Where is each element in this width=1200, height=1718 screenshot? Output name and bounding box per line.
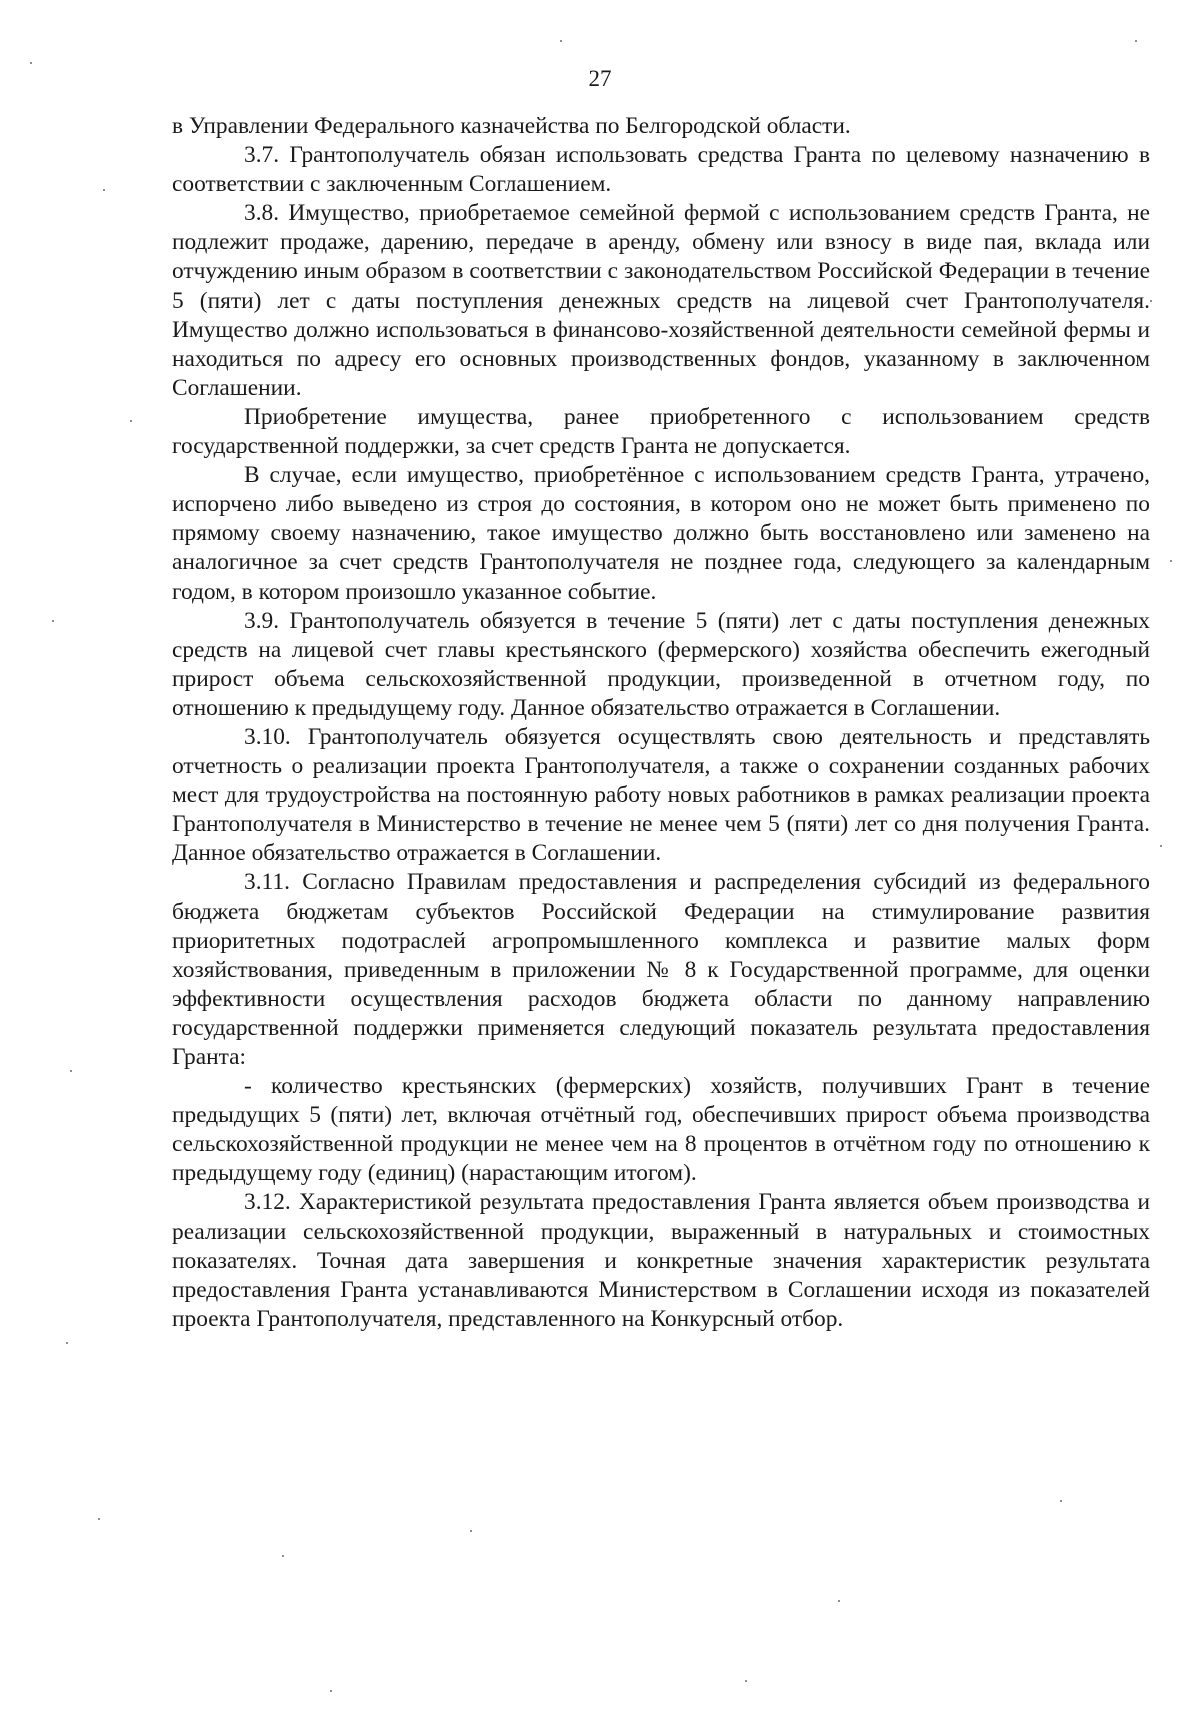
- paragraph-3-10: 3.10. Грантополучатель обязуется осуществлять свою деятельность и представлять отчетность о реализации проекта Грантополучателя, а также о сохранении созданных рабочих мест для трудоустройства на постоянную работу новых работников в рамках реализации проекта Грантополучателя в Министерство в течение не менее чем 5 (пяти) лет со дня получения Гранта. Данное обязательство отражается в Соглашении.: [172, 723, 1150, 867]
- scan-speck: [1150, 300, 1152, 302]
- paragraph-continuation: в Управлении Федерального казначейства по Белгородской области.: [172, 113, 851, 139]
- scan-speck: [52, 620, 54, 622]
- scan-speck: [560, 40, 562, 42]
- paragraph-acquisition: Приобретение имущества, ранее приобретенного с использованием средств государственной поддержки, за счет средств Гранта не допускается.: [172, 403, 1150, 460]
- document-body: [172, 112, 1150, 1334]
- scan-speck: [838, 1600, 840, 1602]
- scan-speck: [1060, 1500, 1062, 1502]
- paragraph-3-9: 3.9. Грантополучатель обязуется в течение 5 (пяти) лет с даты поступления денежных средств на лицевой счет главы крестьянского (фермерского) хозяйства обеспечить ежегодный прирост объема сельскохозяйственной продукции, произведенной в отчетном году, по отношению к предыдущему году. Данное обязательство отражается в Соглашении.: [172, 607, 1150, 721]
- scan-speck: [103, 189, 105, 191]
- scan-speck: [1160, 845, 1162, 847]
- paragraph-3-12: 3.12. Характеристикой результата предоставления Гранта является объем производства и реализации сельскохозяйственной продукции, выраженный в натуральных и стоимостных показателях. Точная дата завершения и конкретные значения характеристик результата предоставления Гранта устанавливаются Министерством в Соглашении исходя из показателей проекта Грантополучателя, представленного на Конкурсный отбор.: [172, 1189, 1150, 1332]
- paragraph-3-8: 3.8. Имущество, приобретаемое семейной фермой с использованием средств Гранта, не подлежит продаже, дарению, передаче в аренду, обмену или взносу в виде пая, вклада или отчуждению иным образом в соответствии с законодательством Российской Федерации в течение 5 (пяти) лет с даты поступления денежных средств на лицевой счет Грантополучателя. Имущество должно использоваться в финансово-хозяйственной деятельности семейной фермы и находиться по адресу его основных производственных фондов, указанному в заключенном Соглашении.: [172, 200, 1150, 401]
- scan-speck: [130, 420, 132, 422]
- paragraph-property-loss: В случае, если имущество, приобретённое с использованием средств Гранта, утрачено, испорчено либо выведено из строя до состояния, в котором оно не может быть применено по прямому своему назначению, такое имущество должно быть восстановлено или заменено на аналогичное за счет средств Грантополучателя не позднее года, следующего за календарным годом, в котором произошло указанное событие.: [172, 462, 1150, 605]
- scan-speck: [330, 1690, 332, 1692]
- scan-speck: [745, 1680, 747, 1682]
- paragraph-3-11: 3.11. Согласно Правилам предоставления и распределения субсидий из федерального бюджета бюджетам субъектов Российской Федерации на стимулирование развития приоритетных подотраслей агропромышленного комплекса и развитие малых форм хозяйствования, приведенным в приложении № 8 к Государственной программе, для оценки эффективности осуществления расходов бюджета области по данному направлению государственной поддержки применяется следующий показатель результата предоставления Гранта:: [172, 869, 1150, 1070]
- page-number: 27: [588, 66, 612, 91]
- scan-speck: [70, 1070, 72, 1072]
- paragraph-indicator: - количество крестьянских (фермерских) хозяйств, получивших Грант в течение предыдущих 5 (пяти) лет, включая отчётный год, обеспечивших прирост объема производства сельскохозяйственной продукции не менее чем на 8 процентов в отчётном году по отношению к предыдущему году (единиц) (нарастающим итогом).: [172, 1073, 1150, 1187]
- paragraph-3-7: 3.7. Грантополучатель обязан использовать средства Гранта по целевому назначению в соответствии с заключенным Соглашением.: [172, 142, 1150, 198]
- scan-speck: [98, 1518, 100, 1520]
- scan-speck: [1135, 40, 1137, 42]
- scan-speck: [66, 1342, 68, 1344]
- scan-speck: [30, 62, 32, 64]
- scan-speck: [470, 1530, 472, 1532]
- scan-speck: [1170, 560, 1172, 562]
- scan-speck: [282, 1555, 284, 1557]
